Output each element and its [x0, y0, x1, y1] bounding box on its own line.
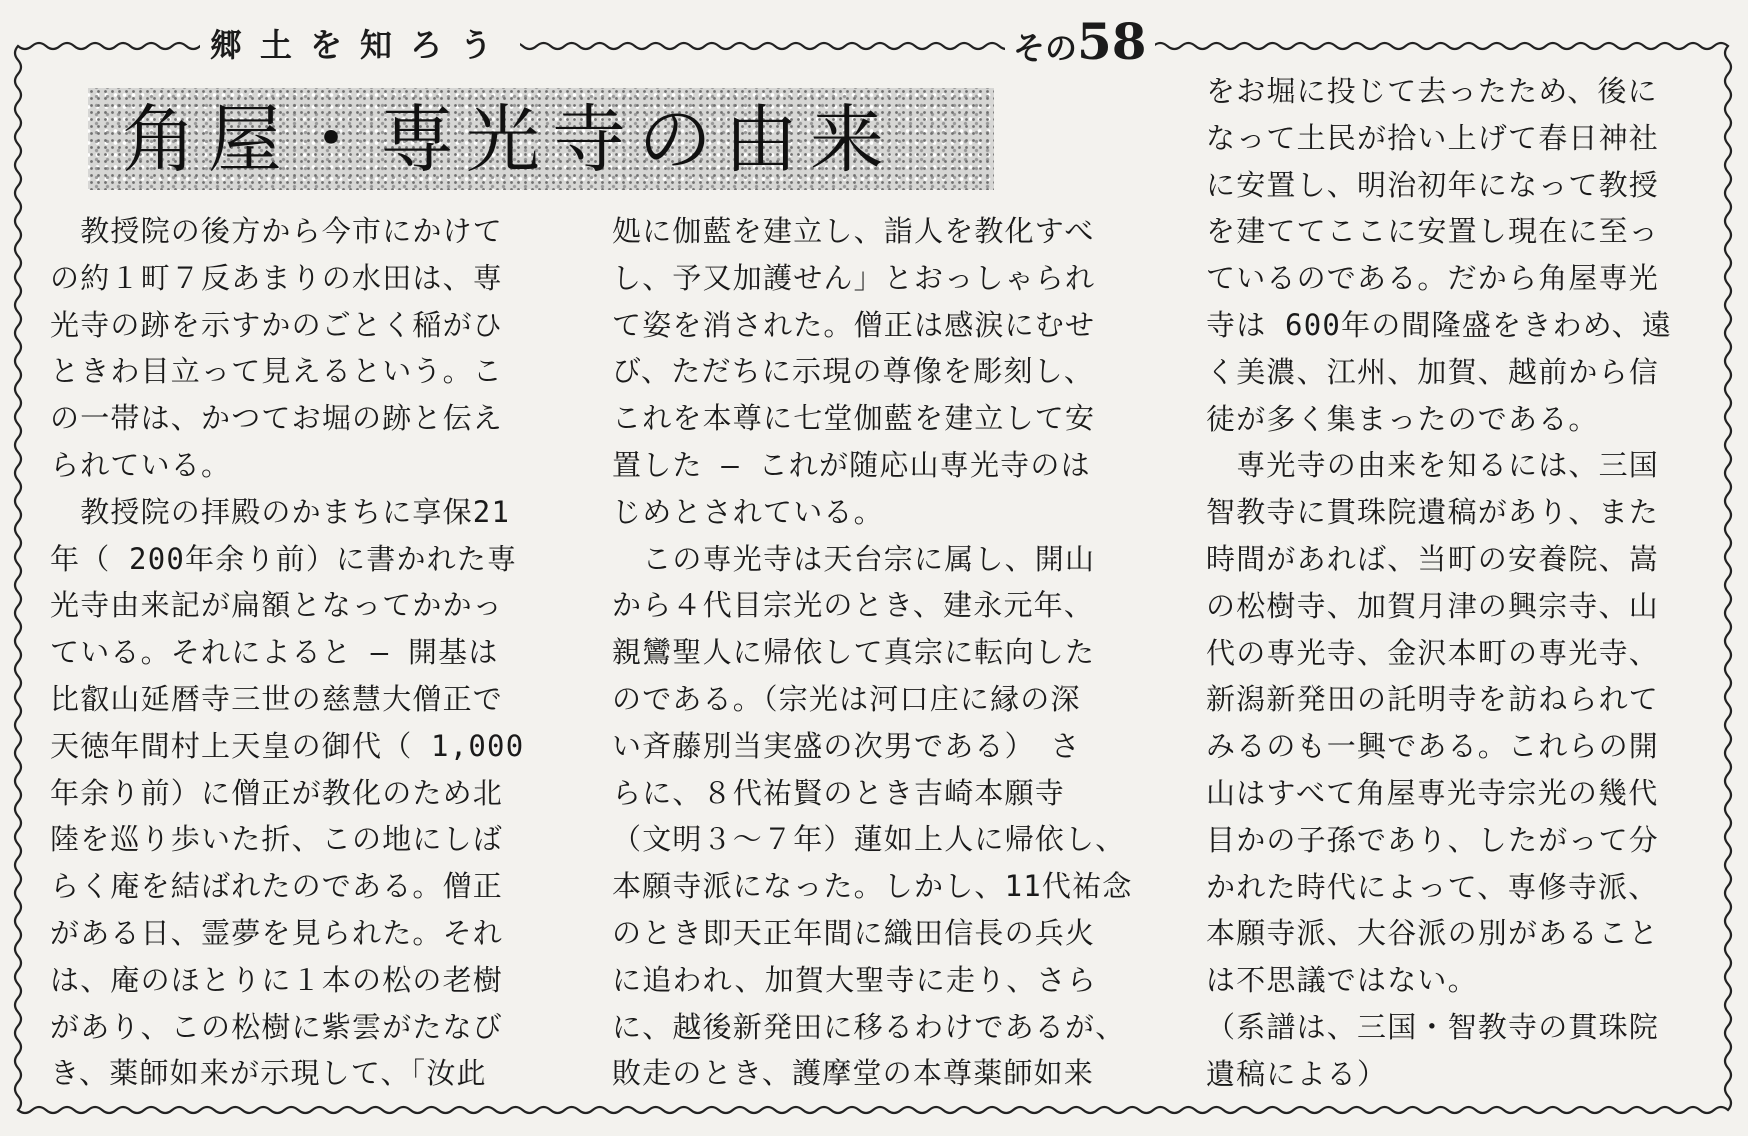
article-column-3: をお堀に投じて去ったため、後に なって土民が拾い上げて春日神社 に安置し、明治初年になって教授 を建ててここに安置し現在に至っ ているのである。だから角屋専光 寺は 600年の間隆盛をきわめ、遠 く美濃、江州、加賀、越前から信 徒が多く集まったのである。 専光寺の由来を知るには、三国 智教寺に貫珠院遺稿があり、また 時間があれば、当町の安養院、嵩 の松樹寺、加賀月津の興宗寺、山 代の専光寺、金沢本町の専光寺、 新潟新発田の託明寺を訪ねられて みるのも一興である。これらの開 山はすべて角屋専光寺宗光の幾代 目かの子孫であり、したがって分 かれた時代によって、専修寺派、 本願寺派、大谷派の別があること は不思議ではない。 （系譜は、三国・智教寺の貫珠院 遺稿による） — [1206, 74, 1673, 1091]
article-column-1: 教授院の後方から今市にかけて の約１町７反あまりの水田は、専 光寺の跡を示すかのごとく稲がひ ときわ目立って見えるという。こ の一帯は、かつてお堀の跡と伝え られている。 教授院の拝殿のかまちに享保21 年（ 200年余り前）に書かれた専 光寺由来記が扁額となってかかっ ている。それによると ― 開基は 比叡山延暦寺三世の慈慧大僧正で 天徳年間村上天皇の御代（ 1,000 年余り前）に僧正が教化のため北 陸を巡り歩いた折、この地にしば らく庵を結ばれたのである。僧正 がある日、霊夢を見られた。それ は、庵のほとりに１本の松の老樹 があり、この松樹に紫雲がたなび き、薬師如来が示現して、「汝此 — [50, 214, 525, 1091]
series-number-label — [1005, 12, 1155, 80]
series-number: 58 — [1077, 12, 1147, 71]
series-prefix: その — [1013, 29, 1078, 67]
article-column-2: 処に伽藍を建立し、詣人を教化すべ し、予又加護せん」とおっしゃられ て姿を消された。僧正は感涙にむせ び、ただちに示現の尊像を彫刻し、 これを本尊に七堂伽藍を建立して安 置した ― これが随応山専光寺のは じめとされている。 この専光寺は天台宗に属し、開山 から４代目宗光のとき、建永元年、 親鸞聖人に帰依して真宗に転向した のである。（宗光は河口庄に縁の深 い斉藤別当実盛の次男である） さ らに、８代祐賢のとき吉崎本願寺 （文明３～７年）蓮如上人に帰依し、 本願寺派になった。しかし、11代祐念 のとき即天正年間に織田信長の兵火 に追われ、加賀大聖寺に走り、さら に、越後新発田に移るわけであるが、 敗走のとき、護摩堂の本尊薬師如来 — [612, 214, 1133, 1091]
series-title: 郷土を知ろう — [200, 22, 520, 68]
article-headline: 角屋・専光寺の由来 — [122, 97, 896, 183]
